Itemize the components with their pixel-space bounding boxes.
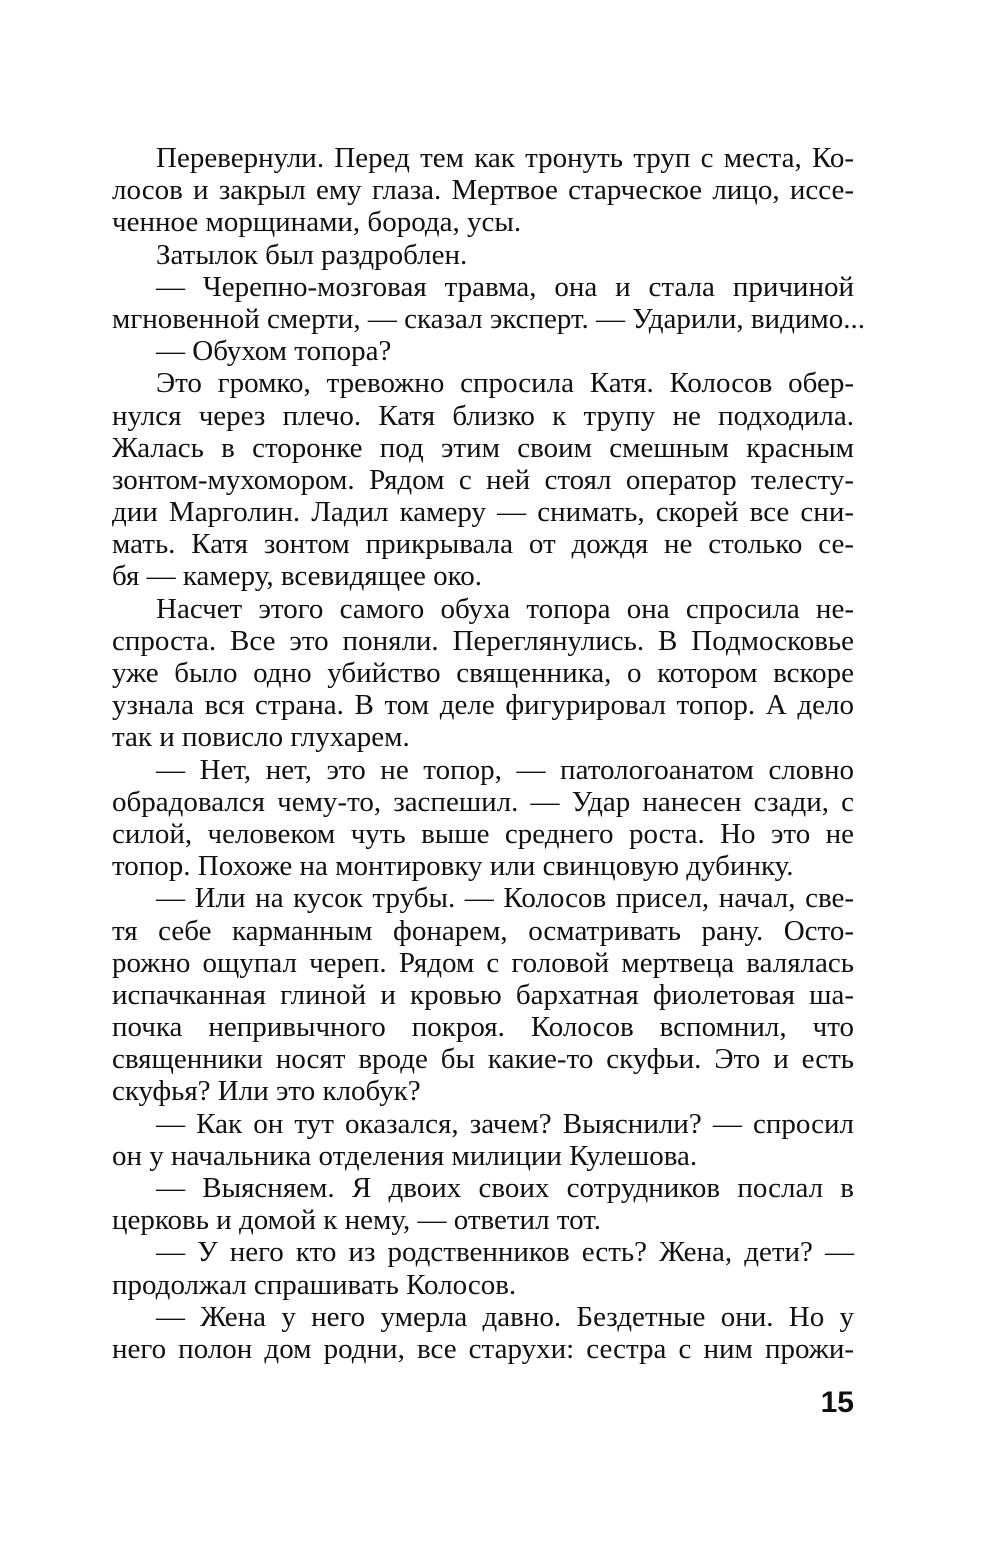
- text-line: мать. Катя зонтом прикрывала от дождя не столько се-: [112, 528, 854, 561]
- text-line: Это громко, тревожно спросила Катя. Колосов обер-: [156, 367, 854, 400]
- text-line: топор. Похоже на монтировку или свинцовую дубинку.: [112, 850, 794, 883]
- text-line: — Как он тут оказался, зачем? Выяснили? — спросил: [156, 1107, 854, 1140]
- text-line: священники носят вроде бы какие-то скуфьи. Это и есть: [112, 1043, 854, 1076]
- text-line: лосов и закрыл ему глаза. Мертвое старческое лицо, иссе-: [112, 174, 854, 207]
- text-line: — Обухом топора?: [156, 335, 392, 368]
- text-line: — Или на кусок трубы. — Колосов присел, начал, све-: [156, 882, 854, 915]
- text-line: — У него кто из родственников есть? Жена, дети? —: [156, 1236, 854, 1269]
- text-line: церковь и домой к нему, — ответил тот.: [112, 1204, 601, 1237]
- text-line: — Черепно-мозговая травма, она и стала причиной: [156, 270, 854, 303]
- text-line: почка непривычного покроя. Колосов вспомнил, что: [112, 1011, 854, 1044]
- text-line: узнала вся страна. В том деле фигурировал топор. А дело: [112, 689, 854, 722]
- text-line: спроста. Все это поняли. Переглянулись. В Подмосковье: [112, 624, 854, 657]
- text-line: так и повисло глухарем.: [112, 721, 410, 754]
- text-line: бя — камеру, всевидящее око.: [112, 560, 482, 593]
- text-line: дии Марголин. Ладил камеру — снимать, скорей все сни-: [112, 496, 854, 529]
- text-line: — Жена у него умерла давно. Бездетные они. Но у: [156, 1300, 854, 1333]
- text-line: тя себе карманным фонарем, осматривать рану. Осто-: [112, 914, 854, 947]
- text-line: рожно ощупал череп. Рядом с головой мертвеца валялась: [112, 946, 854, 979]
- text-line: силой, человеком чуть выше среднего роста. Но это не: [112, 817, 854, 850]
- text-line: Перевернули. Перед тем как тронуть труп с места, Ко-: [156, 142, 854, 174]
- text-line: Затылок был раздроблен.: [156, 238, 468, 271]
- text-line: испачканная глиной и кровью бархатная фиолетовая ша-: [112, 978, 854, 1011]
- body-text: [112, 142, 865, 1365]
- text-line: нулся через плечо. Катя близко к трупу не подходила.: [112, 399, 854, 432]
- text-line: ченное морщинами, борода, усы.: [112, 206, 522, 239]
- text-line: скуфья? Или это клобук?: [112, 1075, 421, 1108]
- text-line: Насчет этого самого обуха топора она спросила не-: [156, 592, 854, 625]
- text-line: Жалась в сторонке под этим своим смешным красным: [112, 431, 854, 464]
- text-line: обрадовался чему-то, заспешил. — Удар нанесен сзади, с: [112, 785, 854, 818]
- text-line: зонтом-мухомором. Рядом с ней стоял оператор телесту-: [112, 463, 854, 496]
- text-line: — Выясняем. Я двоих своих сотрудников послал в: [156, 1172, 854, 1204]
- text-line: него полон дом родни, все старухи: сестра с ним прожи-: [112, 1332, 854, 1365]
- text-line: он у начальника отделения милиции Кулешова.: [112, 1139, 698, 1172]
- text-line: мгновенной смерти, — сказал эксперт. — Ударили, видимо...: [112, 302, 865, 335]
- text-line: уже было одно убийство священника, о котором вскоре: [112, 657, 854, 689]
- page-number: 15: [820, 1386, 854, 1419]
- text-line: — Нет, нет, это не топор, — патологоанатом словно: [156, 753, 854, 786]
- text-line: продолжал спрашивать Колосов.: [112, 1268, 517, 1301]
